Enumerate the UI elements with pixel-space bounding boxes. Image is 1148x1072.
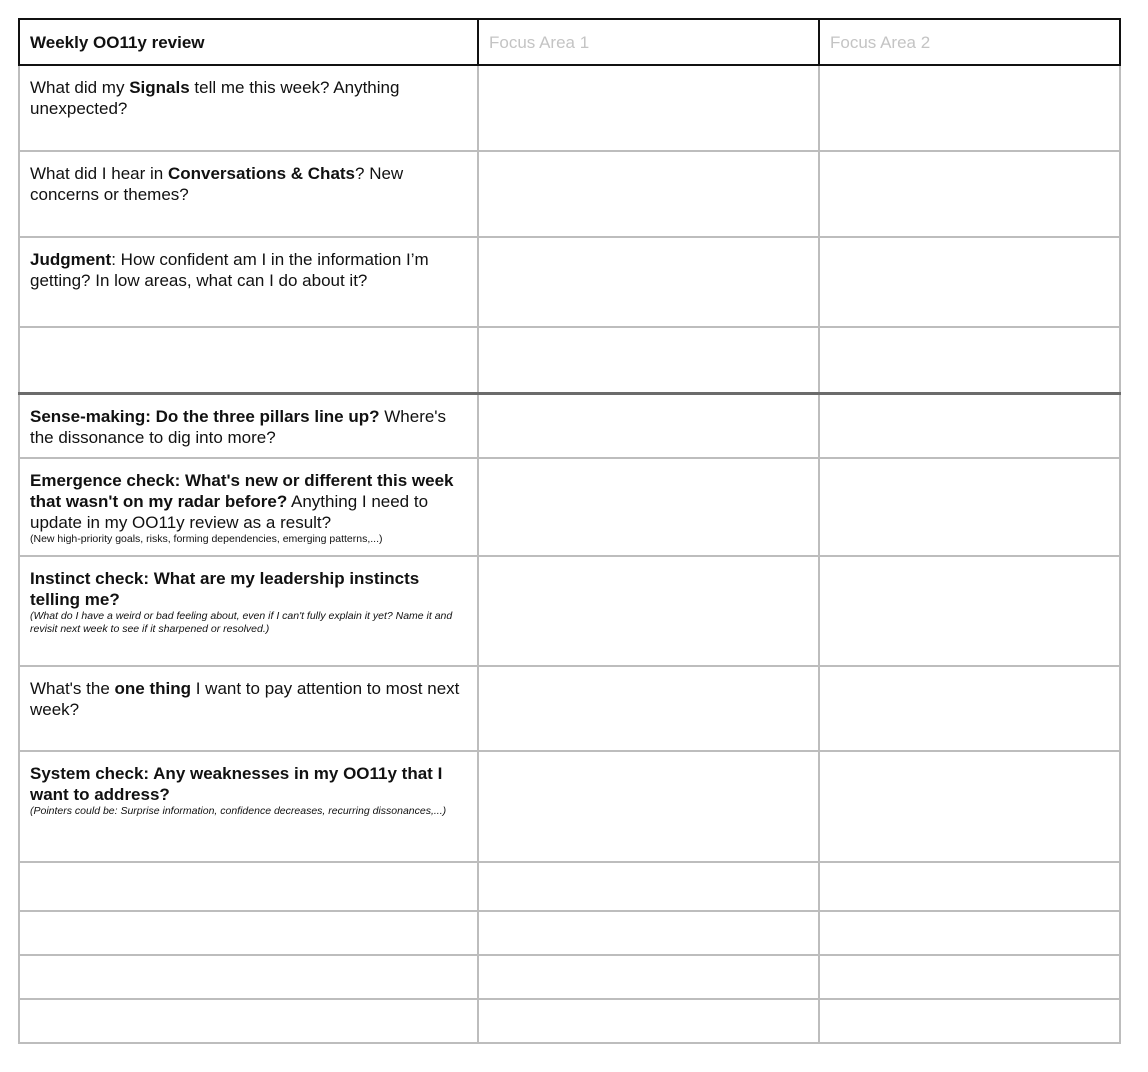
question-text: What did I hear in [30,164,168,183]
answer-cell-focus-2[interactable] [819,65,1120,151]
question-emphasis: Signals [129,78,190,97]
question-text: : How confident am I in the information I’m getting? In low areas, what can I do about it? [30,250,429,290]
answer-cell-focus-2[interactable] [819,151,1120,237]
question-note: (Pointers could be: Surprise information, confidence decreases, recurring dissonances,...) [30,805,447,817]
question-emphasis: Emergence check: What's new or different this week that wasn't on my radar before? [30,471,454,511]
question-one-thing [19,666,478,751]
answer-cell-focus-2[interactable] [819,911,1120,955]
table-row [19,393,1120,458]
answer-cell-focus-1[interactable] [478,999,819,1043]
answer-cell-focus-2[interactable] [819,751,1120,862]
question-note: (New high-priority goals, risks, forming dependencies, emerging patterns,...) [30,533,383,545]
question-emphasis: one thing [114,679,191,698]
table-row [19,327,1120,393]
question-system-check [19,751,478,862]
question-emphasis: Judgment [30,250,112,269]
table-row [19,151,1120,237]
question-text: What's the [30,679,115,698]
table-row [19,458,1120,556]
answer-cell-focus-1[interactable] [478,955,819,999]
table-row [19,556,1120,666]
answer-cell-focus-1[interactable] [478,751,819,862]
question-text: What did my [30,78,130,97]
answer-cell-focus-2[interactable] [819,955,1120,999]
answer-cell-focus-2[interactable] [819,393,1120,458]
question-emphasis: Conversations & Chats [167,164,356,183]
table-row [19,999,1120,1043]
answer-cell-focus-1[interactable] [478,556,819,666]
table-row [19,955,1120,999]
empty-cell[interactable] [19,999,478,1043]
answer-cell-focus-2[interactable] [819,237,1120,327]
question-sense-making [19,393,478,458]
answer-cell-focus-2[interactable] [819,458,1120,556]
header-row [19,19,1120,65]
answer-cell-focus-1[interactable] [478,911,819,955]
question-text: I want to pay attention to most next week? [30,679,460,719]
question-instinct [19,556,478,666]
focus-area-2-header[interactable]: Focus Area 2 [819,19,1120,65]
answer-cell-focus-1[interactable] [478,65,819,151]
answer-cell-focus-2[interactable] [819,666,1120,751]
answer-cell-focus-1[interactable] [478,862,819,911]
focus-area-1-header[interactable]: Focus Area 1 [478,19,819,65]
question-text: ? New concerns or themes? [30,164,404,204]
question-text: Where's the dissonance to dig into more? [30,406,447,447]
question-conversations [19,151,478,237]
table-row [19,862,1120,911]
question-emphasis: Sense-making: Do the three pillars line up? [30,406,380,426]
empty-cell[interactable] [19,955,478,999]
table-row [19,751,1120,862]
table-row [19,65,1120,151]
question-judgment [19,237,478,327]
question-emergence [19,458,478,556]
table-title: Weekly OO11y review [19,19,478,65]
answer-cell-focus-1[interactable] [478,393,819,458]
answer-cell-focus-1[interactable] [478,327,819,393]
question-text: Anything I need to update in my OO11y review as a result? [30,492,429,532]
answer-cell-focus-1[interactable] [478,237,819,327]
empty-cell[interactable] [19,327,478,393]
answer-cell-focus-1[interactable] [478,666,819,751]
answer-cell-focus-2[interactable] [819,999,1120,1043]
table-row [19,237,1120,327]
question-signals [19,65,478,151]
answer-cell-focus-2[interactable] [819,862,1120,911]
question-emphasis: System check: Any weaknesses in my OO11y that I want to address? [30,764,443,804]
table-row [19,911,1120,955]
answer-cell-focus-1[interactable] [478,151,819,237]
table-row [19,666,1120,751]
question-note: (What do I have a weird or bad feeling about, even if I can't fully explain it yet? Name it and revisit next week to see if it sharpened or resolved.) [30,610,453,635]
answer-cell-focus-1[interactable] [478,458,819,556]
question-emphasis: Instinct check: What are my leadership instincts telling me? [30,569,420,609]
empty-cell[interactable] [19,911,478,955]
empty-cell[interactable] [19,862,478,911]
question-text: tell me this week? Anything unexpected? [30,78,400,118]
answer-cell-focus-2[interactable] [819,556,1120,666]
answer-cell-focus-2[interactable] [819,327,1120,393]
review-table [18,18,1121,1044]
